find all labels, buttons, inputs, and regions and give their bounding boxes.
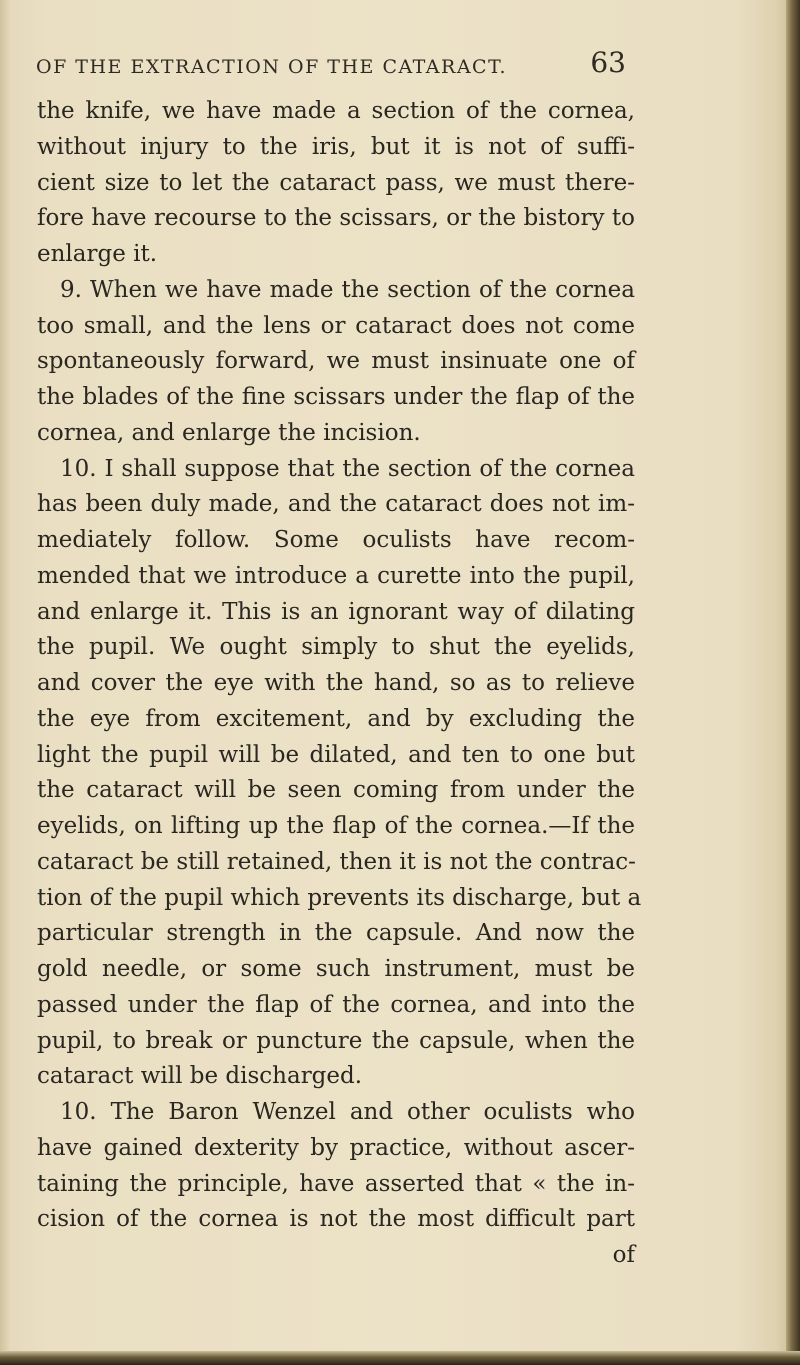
text-line: without injury to the iris, but it is not of suffi- bbox=[37, 133, 635, 160]
text-line: the blades of the fine scissars under the flap of the bbox=[37, 384, 635, 410]
text-line: and enlarge it. This is an ignorant way of dilating bbox=[37, 598, 635, 625]
text-line: fore have recourse to the scissars, or the bistory to bbox=[37, 205, 635, 232]
text-line: pupil, to break or puncture the capsule, when the bbox=[37, 1027, 635, 1054]
text-line: spontaneously forward, we must insinuate one of bbox=[37, 348, 635, 375]
text-line: the knife, we have made a section of the cornea, bbox=[37, 98, 635, 124]
text-line: 9. When we have made the section of the cornea bbox=[60, 276, 635, 303]
text-line: tion of the pupil which prevents its discharge, but a bbox=[37, 884, 642, 911]
text-line: taining the principle, have asserted that « the in- bbox=[37, 1170, 635, 1197]
page-edge-bottom bbox=[0, 1351, 800, 1365]
body-text bbox=[37, 94, 642, 1274]
text-line: the eye from excitement, and by excluding the bbox=[37, 705, 635, 732]
text-line: has been duly made, and the cataract does not im- bbox=[37, 491, 635, 518]
text-line: particular strength in the capsule. And now the bbox=[37, 920, 635, 947]
text-line: mediately follow. Some oculists have recom- bbox=[37, 527, 635, 553]
text-line: enlarge it. bbox=[37, 241, 158, 267]
text-line: passed under the flap of the cornea, and into the bbox=[37, 991, 635, 1018]
text-line: cataract will be discharged. bbox=[37, 1063, 363, 1090]
text-line: the cataract will be seen coming from under the bbox=[37, 777, 635, 804]
text-line: 10. The Baron Wenzel and other oculists who bbox=[60, 1099, 635, 1125]
text-line: cient size to let the cataract pass, we must there- bbox=[37, 169, 635, 196]
text-line: 10. I shall suppose that the section of the cornea bbox=[60, 455, 635, 482]
text-line: of bbox=[612, 1242, 635, 1268]
page-number: 63 bbox=[590, 46, 626, 79]
text-line: eyelids, on lifting up the flap of the cornea.—If the bbox=[37, 813, 635, 839]
text-line: have gained dexterity by practice, without ascer- bbox=[37, 1134, 635, 1161]
running-title: OF THE EXTRACTION OF THE CATARACT. bbox=[36, 56, 508, 78]
text-line: the pupil. We ought simply to shut the eyelids, bbox=[37, 634, 635, 661]
running-head bbox=[36, 44, 626, 84]
text-line: cornea, and enlarge the incision. bbox=[37, 419, 421, 446]
text-line: too small, and the lens or cataract does not come bbox=[37, 312, 635, 339]
text-line: light the pupil will be dilated, and ten to one but bbox=[37, 741, 635, 768]
page-edge-right bbox=[786, 0, 800, 1365]
page-gutter bbox=[0, 0, 10, 1365]
text-line: and cover the eye with the hand, so as to relieve bbox=[37, 670, 635, 696]
text-line: cision of the cornea is not the most difficult part bbox=[37, 1206, 635, 1233]
text-line: mended that we introduce a curette into the pupil, bbox=[37, 562, 635, 589]
text-line: cataract be still retained, then it is not the contrac- bbox=[37, 848, 636, 875]
text-line: gold needle, or some such instrument, must be bbox=[37, 956, 635, 982]
